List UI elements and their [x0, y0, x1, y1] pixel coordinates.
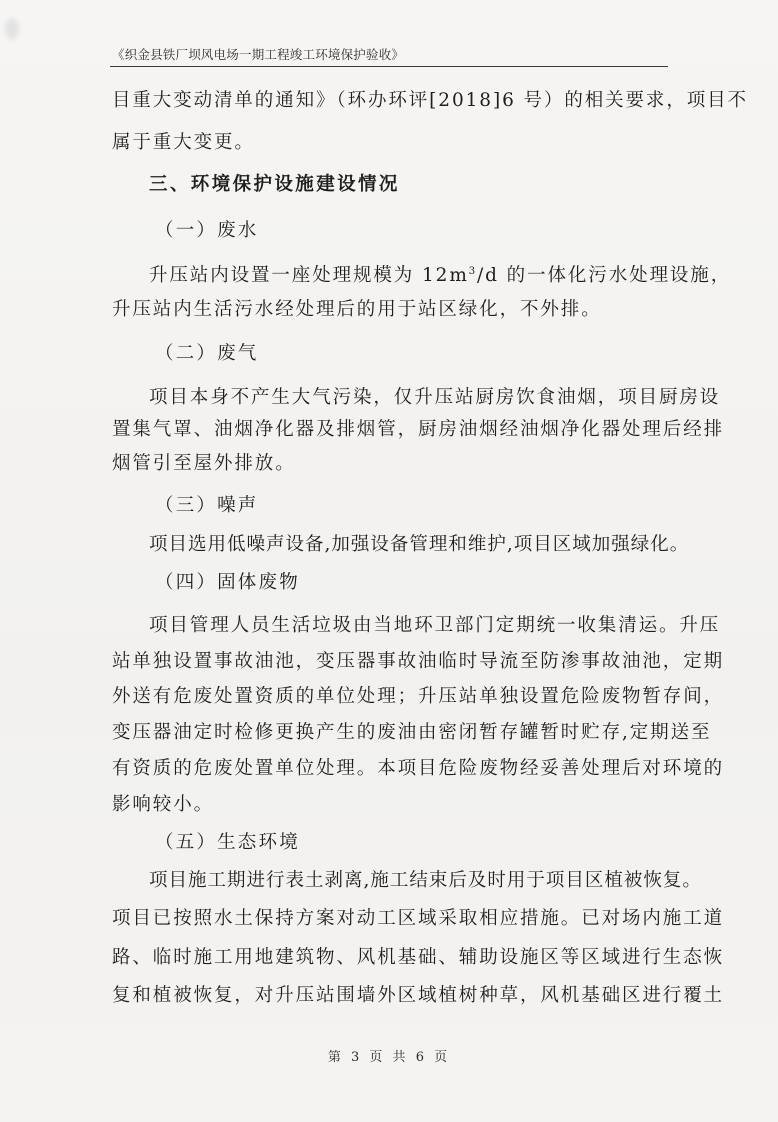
paragraph-line: 站单独设置事故油池，变压器事故油临时导流至防渗事故油池，定期: [112, 651, 725, 672]
subsection-title-ecology: （五）生态环境: [155, 832, 300, 853]
paragraph-line: [149, 264, 732, 288]
subsection-title-solid-waste: （四）固体废物: [155, 572, 300, 593]
subsection-title-wastewater: （一）废水: [155, 220, 259, 241]
paragraph-line: 项目管理人员生活垃圾由当地环卫部门定期统一收集清运。升压: [149, 615, 721, 636]
paragraph-line: 项目已按照水土保持方案对动工区域采取相应措施。已对场内施工道: [112, 908, 725, 929]
paragraph-line: 外送有危废处置资质的单位处理；升压站单独设置危险废物暂存间，: [112, 686, 725, 707]
scan-smudge: [5, 18, 19, 40]
paragraph-line: 目重大变动清单的通知》（环办环评[2018]6 号）的相关要求，项目不: [112, 90, 748, 111]
paragraph-line: 升压站内生活污水经处理后的用于站区绿化，不外排。: [112, 299, 602, 320]
text-span: 升压站内设置一座处理规模为 12m: [149, 265, 469, 286]
section-heading: 三、环境保护设施建设情况: [149, 174, 400, 195]
paragraph-line: 项目选用低噪声设备,加强设备管理和维护,项目区域加强绿化。: [149, 534, 690, 555]
paragraph-line: 路、临时施工用地建筑物、风机基础、辅助设施区等区域进行生态恢: [112, 947, 725, 968]
paragraph-line: 置集气罩、油烟净化器及排烟管，厨房油烟经油烟净化器处理后经排: [112, 419, 725, 440]
superscript: 3: [468, 266, 478, 277]
paragraph-line: 影响较小。: [112, 794, 215, 815]
subsection-title-noise: （三）噪声: [155, 495, 259, 516]
paragraph-line: 变压器油定时检修更换产生的废油由密闭暂存罐暂时贮存,定期送至: [112, 722, 712, 743]
paragraph-line: 项目本身不产生大气污染，仅升压站厨房饮食油烟，项目厨房设: [149, 387, 721, 408]
header-rule: [110, 66, 668, 67]
text-span: /d 的一体化污水处理设施，: [477, 265, 732, 286]
paragraph-line: 属于重大变更。: [112, 132, 255, 153]
paragraph-line: 复和植被恢复，对升压站围墙外区域植树种草，风机基础区进行覆土: [112, 985, 725, 1006]
page-number: 第 3 页 共 6 页: [327, 1050, 451, 1065]
paragraph-line: 烟管引至屋外排放。: [112, 453, 296, 474]
subsection-title-exhaust: （二）废气: [155, 343, 259, 364]
paragraph-line: 有资质的危废处置单位处理。本项目危险废物经妥善处理后对环境的: [112, 758, 725, 779]
running-header: 《织金县铁厂坝风电场一期工程竣工环境保护验收》: [112, 47, 405, 62]
paragraph-line: 项目施工期进行表土剥离,施工结束后及时用于项目区植被恢复。: [149, 870, 702, 891]
